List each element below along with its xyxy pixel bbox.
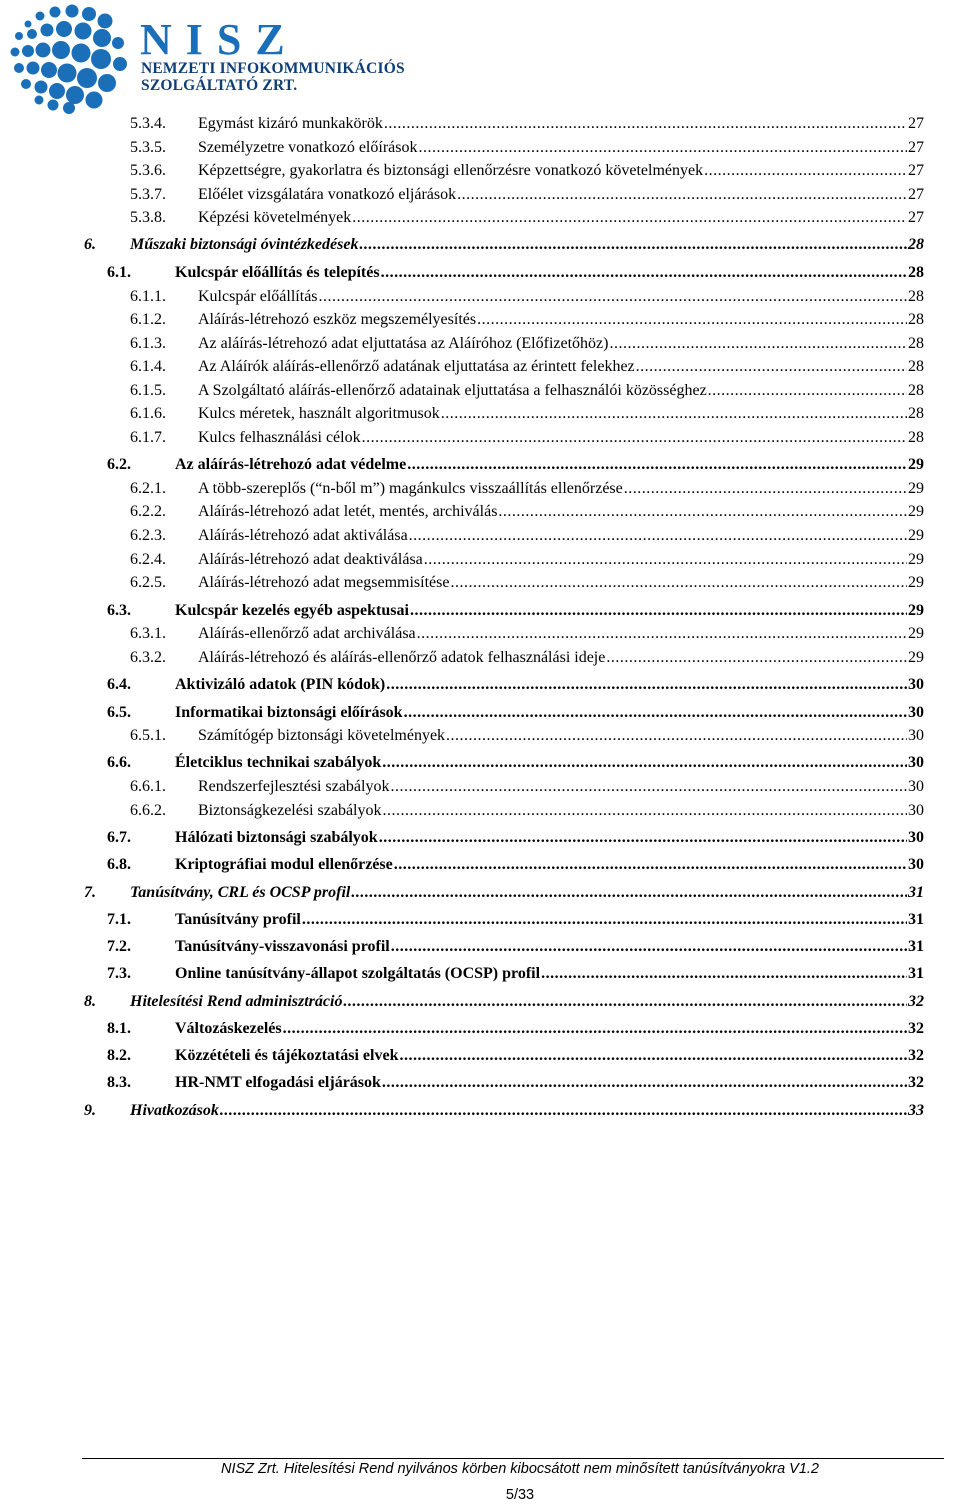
toc-entry-title: Közzétételi és tájékoztatási elvek (175, 1047, 399, 1064)
toc-entry-line (198, 776, 924, 798)
toc-entry[interactable] (0, 1045, 960, 1067)
toc-dot-leader (424, 549, 907, 571)
toc-entry-page: 28 (908, 382, 924, 399)
toc-entry[interactable] (0, 454, 960, 476)
toc-entry[interactable] (0, 702, 960, 724)
toc-entry-title: Tanúsítvány profil (175, 911, 301, 928)
toc-entry-page: 28 (908, 288, 924, 305)
toc-entry-page: 29 (908, 503, 924, 520)
toc-entry[interactable] (0, 827, 960, 849)
toc-dot-leader (498, 501, 907, 523)
toc-dot-leader (409, 525, 907, 547)
toc-entry-line (175, 674, 924, 696)
toc-dot-leader (362, 427, 907, 449)
toc-entry-page: 29 (908, 527, 924, 544)
toc-entry-title: Aktivizáló adatok (PIN kódok) (175, 676, 386, 693)
toc-entry-number: 5.3.5. (130, 139, 166, 156)
toc-entry-line (175, 1045, 924, 1067)
toc-entry-number: 6.3.2. (130, 649, 166, 666)
toc-entry[interactable] (0, 160, 960, 182)
toc-entry-number: 6.5.1. (130, 727, 166, 744)
toc-entry-page: 31 (908, 911, 924, 928)
toc-dot-leader (302, 909, 907, 931)
toc-dot-leader (450, 572, 907, 594)
brand-subtitle-line1: NEMZETI INFOKOMMUNIKÁCIÓS (141, 60, 405, 77)
toc-entry-page: 31 (908, 965, 924, 982)
toc-dot-leader (708, 380, 907, 402)
toc-entry-title: Kulcspár kezelés egyéb aspektusai (175, 602, 409, 619)
toc-entry-number: 6.4. (107, 676, 131, 693)
toc-entry-number: 6.1.5. (130, 382, 166, 399)
footer-document-title: NISZ Zrt. Hitelesítési Rend nyilvános körben kibocsátott nem minősített tanúsítványokra V1.2 (221, 1461, 819, 1477)
toc-entry-number: 6.2. (107, 456, 131, 473)
toc-entry-title: Az aláírás-létrehozó adat védelme (175, 456, 407, 473)
toc-entry-line (175, 600, 924, 622)
toc-entry-page: 30 (908, 676, 924, 693)
toc-entry-number: 8.1. (107, 1020, 131, 1037)
toc-entry[interactable] (0, 286, 960, 308)
toc-entry-number: 6.1.1. (130, 288, 166, 305)
toc-entry-line (198, 725, 924, 747)
toc-dot-leader (417, 623, 907, 645)
toc-entry[interactable] (0, 113, 960, 135)
toc-entry[interactable] (0, 936, 960, 958)
toc-entry-line (175, 752, 924, 774)
toc-entry-page: 29 (908, 649, 924, 666)
toc-dot-leader (624, 478, 907, 500)
toc-entry[interactable] (0, 356, 960, 378)
toc-entry-title: Képzési követelmények (198, 209, 352, 226)
toc-dot-leader (319, 286, 907, 308)
toc-entry-page: 31 (908, 938, 924, 955)
toc-entry-page: 27 (908, 162, 924, 179)
toc-entry-page: 29 (908, 625, 924, 642)
toc-entry-number: 6.7. (107, 829, 131, 846)
toc-entry-page: 28 (908, 311, 924, 328)
toc-entry[interactable] (0, 333, 960, 355)
toc-entry-title: Kriptográfiai modul ellenőrzése (175, 856, 393, 873)
toc-entry-page: 30 (908, 856, 924, 873)
toc-entry-number: 6.6.1. (130, 778, 166, 795)
toc-entry[interactable] (0, 776, 960, 798)
toc-entry-title: Online tanúsítvány-állapot szolgáltatás (OCSP) profil (175, 965, 541, 982)
toc-entry-page: 30 (908, 829, 924, 846)
toc-dot-leader (609, 333, 907, 355)
toc-entry-title: Egymást kizáró munkakörök (198, 115, 383, 132)
toc-entry-page: 28 (908, 264, 924, 281)
toc-entry-title: Tanúsítvány, CRL és OCSP profil (130, 884, 351, 901)
toc-entry-title: Aláírás-létrehozó adat deaktiválása (198, 551, 423, 568)
toc-entry-line (198, 207, 924, 229)
toc-dot-leader (394, 854, 907, 876)
toc-entry-title: Életciklus technikai szabályok (175, 754, 382, 771)
toc-entry-title: Kulcspár előállítás (198, 288, 318, 305)
toc-entry-number: 6.2.1. (130, 480, 166, 497)
toc-entry-line (198, 184, 924, 206)
toc-dot-leader (390, 776, 907, 798)
toc-entry-line (175, 1018, 924, 1040)
toc-entry-page: 28 (908, 236, 924, 253)
toc-entry-number: 6.8. (107, 856, 131, 873)
toc-entry-line (175, 963, 924, 985)
toc-dot-leader (386, 674, 907, 696)
toc-entry-line (198, 478, 924, 500)
toc-entry[interactable] (0, 882, 960, 904)
toc-entry-line (175, 702, 924, 724)
toc-entry-line (175, 454, 924, 476)
toc-entry-title: Rendszerfejlesztési szabályok (198, 778, 390, 795)
toc-entry-title: Aláírás-létrehozó eszköz megszemélyesítés (198, 311, 477, 328)
toc-entry-line (198, 113, 924, 135)
toc-dot-leader (359, 234, 907, 256)
toc-entry-number: 6.6. (107, 754, 131, 771)
toc-entry[interactable] (0, 725, 960, 747)
toc-dot-leader (384, 113, 907, 135)
toc-dot-leader (606, 647, 907, 669)
toc-entry[interactable] (0, 137, 960, 159)
toc-entry-page: 29 (908, 480, 924, 497)
toc-entry-number: 6. (84, 236, 96, 253)
toc-entry[interactable] (0, 800, 960, 822)
toc-dot-leader (407, 454, 907, 476)
toc-dot-leader (343, 991, 907, 1013)
toc-entry-line (198, 286, 924, 308)
toc-dot-leader (379, 827, 907, 849)
toc-entry-number: 6.5. (107, 704, 131, 721)
toc-entry-number: 8. (84, 993, 96, 1010)
toc-entry[interactable] (0, 234, 960, 256)
toc-entry-title: Informatikai biztonsági előírások (175, 704, 403, 721)
toc-dot-leader (383, 800, 908, 822)
toc-entry-title: Számítógép biztonsági követelmények (198, 727, 446, 744)
toc-entry-title: Kulcs méretek, használt algoritmusok (198, 405, 440, 422)
toc-entry-title: Hálózati biztonsági szabályok (175, 829, 378, 846)
toc-entry-line (175, 854, 924, 876)
brand-subtitle-line2: SZOLGÁLTATÓ ZRT. (141, 77, 298, 94)
toc-dot-leader (351, 882, 907, 904)
toc-entry[interactable] (0, 963, 960, 985)
toc-entry-title: Az Aláírók aláírás-ellenőrző adatának eljuttatása az érintett felekhez (198, 358, 635, 375)
toc-entry-line (130, 234, 924, 256)
toc-entry-line (198, 333, 924, 355)
toc-entry-page: 29 (908, 551, 924, 568)
toc-entry-page: 28 (908, 429, 924, 446)
footer-divider (82, 1458, 944, 1459)
toc-entry-page: 30 (908, 802, 924, 819)
toc-dot-leader (636, 356, 907, 378)
toc-entry-number: 5.3.8. (130, 209, 166, 226)
toc-entry[interactable] (0, 623, 960, 645)
toc-entry[interactable] (0, 1100, 960, 1122)
toc-entry-number: 6.1.3. (130, 335, 166, 352)
toc-entry[interactable] (0, 309, 960, 331)
toc-entry[interactable] (0, 674, 960, 696)
toc-entry-page: 32 (908, 1020, 924, 1037)
toc-dot-leader (404, 702, 907, 724)
toc-entry-line (175, 909, 924, 931)
toc-entry[interactable] (0, 207, 960, 229)
toc-dot-leader (441, 403, 907, 425)
toc-entry-title: Kulcspár előállítás és telepítés (175, 264, 380, 281)
toc-entry-line (198, 403, 924, 425)
toc-entry[interactable] (0, 1072, 960, 1094)
toc-dot-leader (418, 137, 907, 159)
toc-entry-line (198, 525, 924, 547)
toc-entry-number: 6.3. (107, 602, 131, 619)
toc-entry-line (130, 991, 924, 1013)
toc-entry-line (130, 1100, 924, 1122)
toc-dot-leader (446, 725, 907, 747)
toc-entry-line (198, 137, 924, 159)
toc-entry-title: Kulcs felhasználási célok (198, 429, 361, 446)
toc-entry-page: 32 (908, 1074, 924, 1091)
toc-entry-line (198, 800, 924, 822)
toc-entry[interactable] (0, 478, 960, 500)
toc-entry-page: 28 (908, 358, 924, 375)
toc-entry[interactable] (0, 991, 960, 1013)
toc-entry[interactable] (0, 600, 960, 622)
toc-dot-leader (541, 963, 907, 985)
toc-entry-page: 30 (908, 704, 924, 721)
toc-dot-leader (283, 1018, 907, 1040)
toc-entry-line (198, 623, 924, 645)
toc-entry-title: Aláírás-létrehozó adat letét, mentés, archiválás (198, 503, 498, 520)
toc-entry-page: 28 (908, 405, 924, 422)
toc-entry-number: 7.1. (107, 911, 131, 928)
toc-entry-line (198, 356, 924, 378)
toc-entry[interactable] (0, 647, 960, 669)
toc-entry[interactable] (0, 909, 960, 931)
toc-entry-page: 27 (908, 115, 924, 132)
toc-entry-number: 6.1. (107, 264, 131, 281)
toc-dot-leader (381, 262, 907, 284)
toc-entry[interactable] (0, 184, 960, 206)
toc-entry-number: 7.2. (107, 938, 131, 955)
toc-entry-title: A több-szereplős (“n-ből m”) magánkulcs visszaállítás ellenőrzése (198, 480, 623, 497)
toc-entry[interactable] (0, 501, 960, 523)
toc-entry-page: 27 (908, 209, 924, 226)
toc-entry-number: 6.3.1. (130, 625, 166, 642)
brand-name: NISZ (140, 15, 299, 64)
toc-entry[interactable] (0, 572, 960, 594)
toc-entry-title: Aláírás-létrehozó adat megsemmisítése (198, 574, 450, 591)
toc-dot-leader (704, 160, 907, 182)
toc-entry-number: 6.1.4. (130, 358, 166, 375)
toc-entry-title: A Szolgáltató aláírás-ellenőrző adatainak eljuttatása a felhasználói közösséghez (198, 382, 707, 399)
toc-entry[interactable] (0, 380, 960, 402)
toc-entry-number: 6.1.6. (130, 405, 166, 422)
toc-entry-title: Tanúsítvány-visszavonási profil (175, 938, 390, 955)
toc-dot-leader (457, 184, 907, 206)
toc-entry-number: 6.2.2. (130, 503, 166, 520)
toc-dot-leader (352, 207, 907, 229)
toc-entry-page: 31 (908, 884, 924, 901)
toc-entry-number: 6.1.2. (130, 311, 166, 328)
toc-entry[interactable] (0, 403, 960, 425)
toc-dot-leader (410, 600, 907, 622)
toc-entry-line (175, 262, 924, 284)
toc-entry-line (198, 501, 924, 523)
toc-entry-page: 30 (908, 727, 924, 744)
toc-entry-number: 7. (84, 884, 96, 901)
toc-entry-number: 6.2.3. (130, 527, 166, 544)
toc-entry-title: Változáskezelés (175, 1020, 282, 1037)
toc-entry-title: Személyzetre vonatkozó előírások (198, 139, 418, 156)
toc-entry-number: 9. (84, 1102, 96, 1119)
toc-dot-leader (382, 752, 907, 774)
toc-entry-title: Aláírás-ellenőrző adat archiválása (198, 625, 416, 642)
page-number: 5/33 (505, 1487, 535, 1503)
toc-entry-page: 29 (908, 574, 924, 591)
toc-entry-line (198, 549, 924, 571)
toc-entry-line (198, 160, 924, 182)
toc-entry-number: 6.1.7. (130, 429, 166, 446)
toc-entry-title: HR-NMT elfogadási eljárások (175, 1074, 381, 1091)
toc-entry-line (175, 1072, 924, 1094)
toc-dot-leader (391, 936, 907, 958)
toc-entry-number: 8.2. (107, 1047, 131, 1064)
toc-entry[interactable] (0, 1018, 960, 1040)
toc-entry[interactable] (0, 752, 960, 774)
toc-entry-line (198, 647, 924, 669)
toc-entry-title: Képzettségre, gyakorlatra és biztonsági ellenőrzésre vonatkozó követelmények (198, 162, 704, 179)
toc-entry[interactable] (0, 427, 960, 449)
toc-entry-number: 5.3.4. (130, 115, 166, 132)
toc-entry-number: 5.3.7. (130, 186, 166, 203)
toc-entry-title: Aláírás-létrehozó és aláírás-ellenőrző adatok felhasználási ideje (198, 649, 606, 666)
toc-entry-line (175, 827, 924, 849)
toc-entry-title: Előélet vizsgálatára vonatkozó eljárások (198, 186, 457, 203)
toc-entry-number: 5.3.6. (130, 162, 166, 179)
toc-entry-line (175, 936, 924, 958)
toc-entry-number: 8.3. (107, 1074, 131, 1091)
toc-entry-line (198, 380, 924, 402)
toc-entry-page: 27 (908, 139, 924, 156)
toc-dot-leader (477, 309, 907, 331)
toc-entry-number: 6.2.4. (130, 551, 166, 568)
toc-entry-number: 7.3. (107, 965, 131, 982)
toc-entry-page: 33 (908, 1102, 924, 1119)
toc-entry-line (198, 427, 924, 449)
toc-entry-title: Biztonságkezelési szabályok (198, 802, 382, 819)
toc-entry-page: 28 (908, 335, 924, 352)
toc-dot-leader (399, 1045, 907, 1067)
toc-entry-page: 29 (908, 602, 924, 619)
toc-entry[interactable] (0, 854, 960, 876)
toc-entry-page: 30 (908, 754, 924, 771)
toc-entry[interactable] (0, 262, 960, 284)
nisz-logo-icon (6, 2, 134, 114)
toc-entry-line (130, 882, 924, 904)
toc-entry-page: 32 (908, 993, 924, 1010)
toc-entry-title: Hivatkozások (130, 1102, 219, 1119)
toc-entry-title: Az aláírás-létrehozó adat eljuttatása az Aláíróhoz (Előfizetőhöz) (198, 335, 609, 352)
toc-entry-page: 27 (908, 186, 924, 203)
toc-entry-page: 32 (908, 1047, 924, 1064)
toc-entry-title: Műszaki biztonsági óvintézkedések (130, 236, 359, 253)
toc-dot-leader (382, 1072, 907, 1094)
toc-entry-page: 29 (908, 456, 924, 473)
toc-entry-number: 6.6.2. (130, 802, 166, 819)
toc-entry-line (198, 309, 924, 331)
toc-entry-title: Aláírás-létrehozó adat aktiválása (198, 527, 408, 544)
toc-entry[interactable] (0, 525, 960, 547)
toc-entry-title: Hitelesítési Rend adminisztráció (130, 993, 343, 1010)
toc-entry-page: 30 (908, 778, 924, 795)
toc-entry[interactable] (0, 549, 960, 571)
page-header (0, 0, 960, 118)
toc-dot-leader (220, 1100, 907, 1122)
toc-entry-number: 6.2.5. (130, 574, 166, 591)
toc-entry-line (198, 572, 924, 594)
